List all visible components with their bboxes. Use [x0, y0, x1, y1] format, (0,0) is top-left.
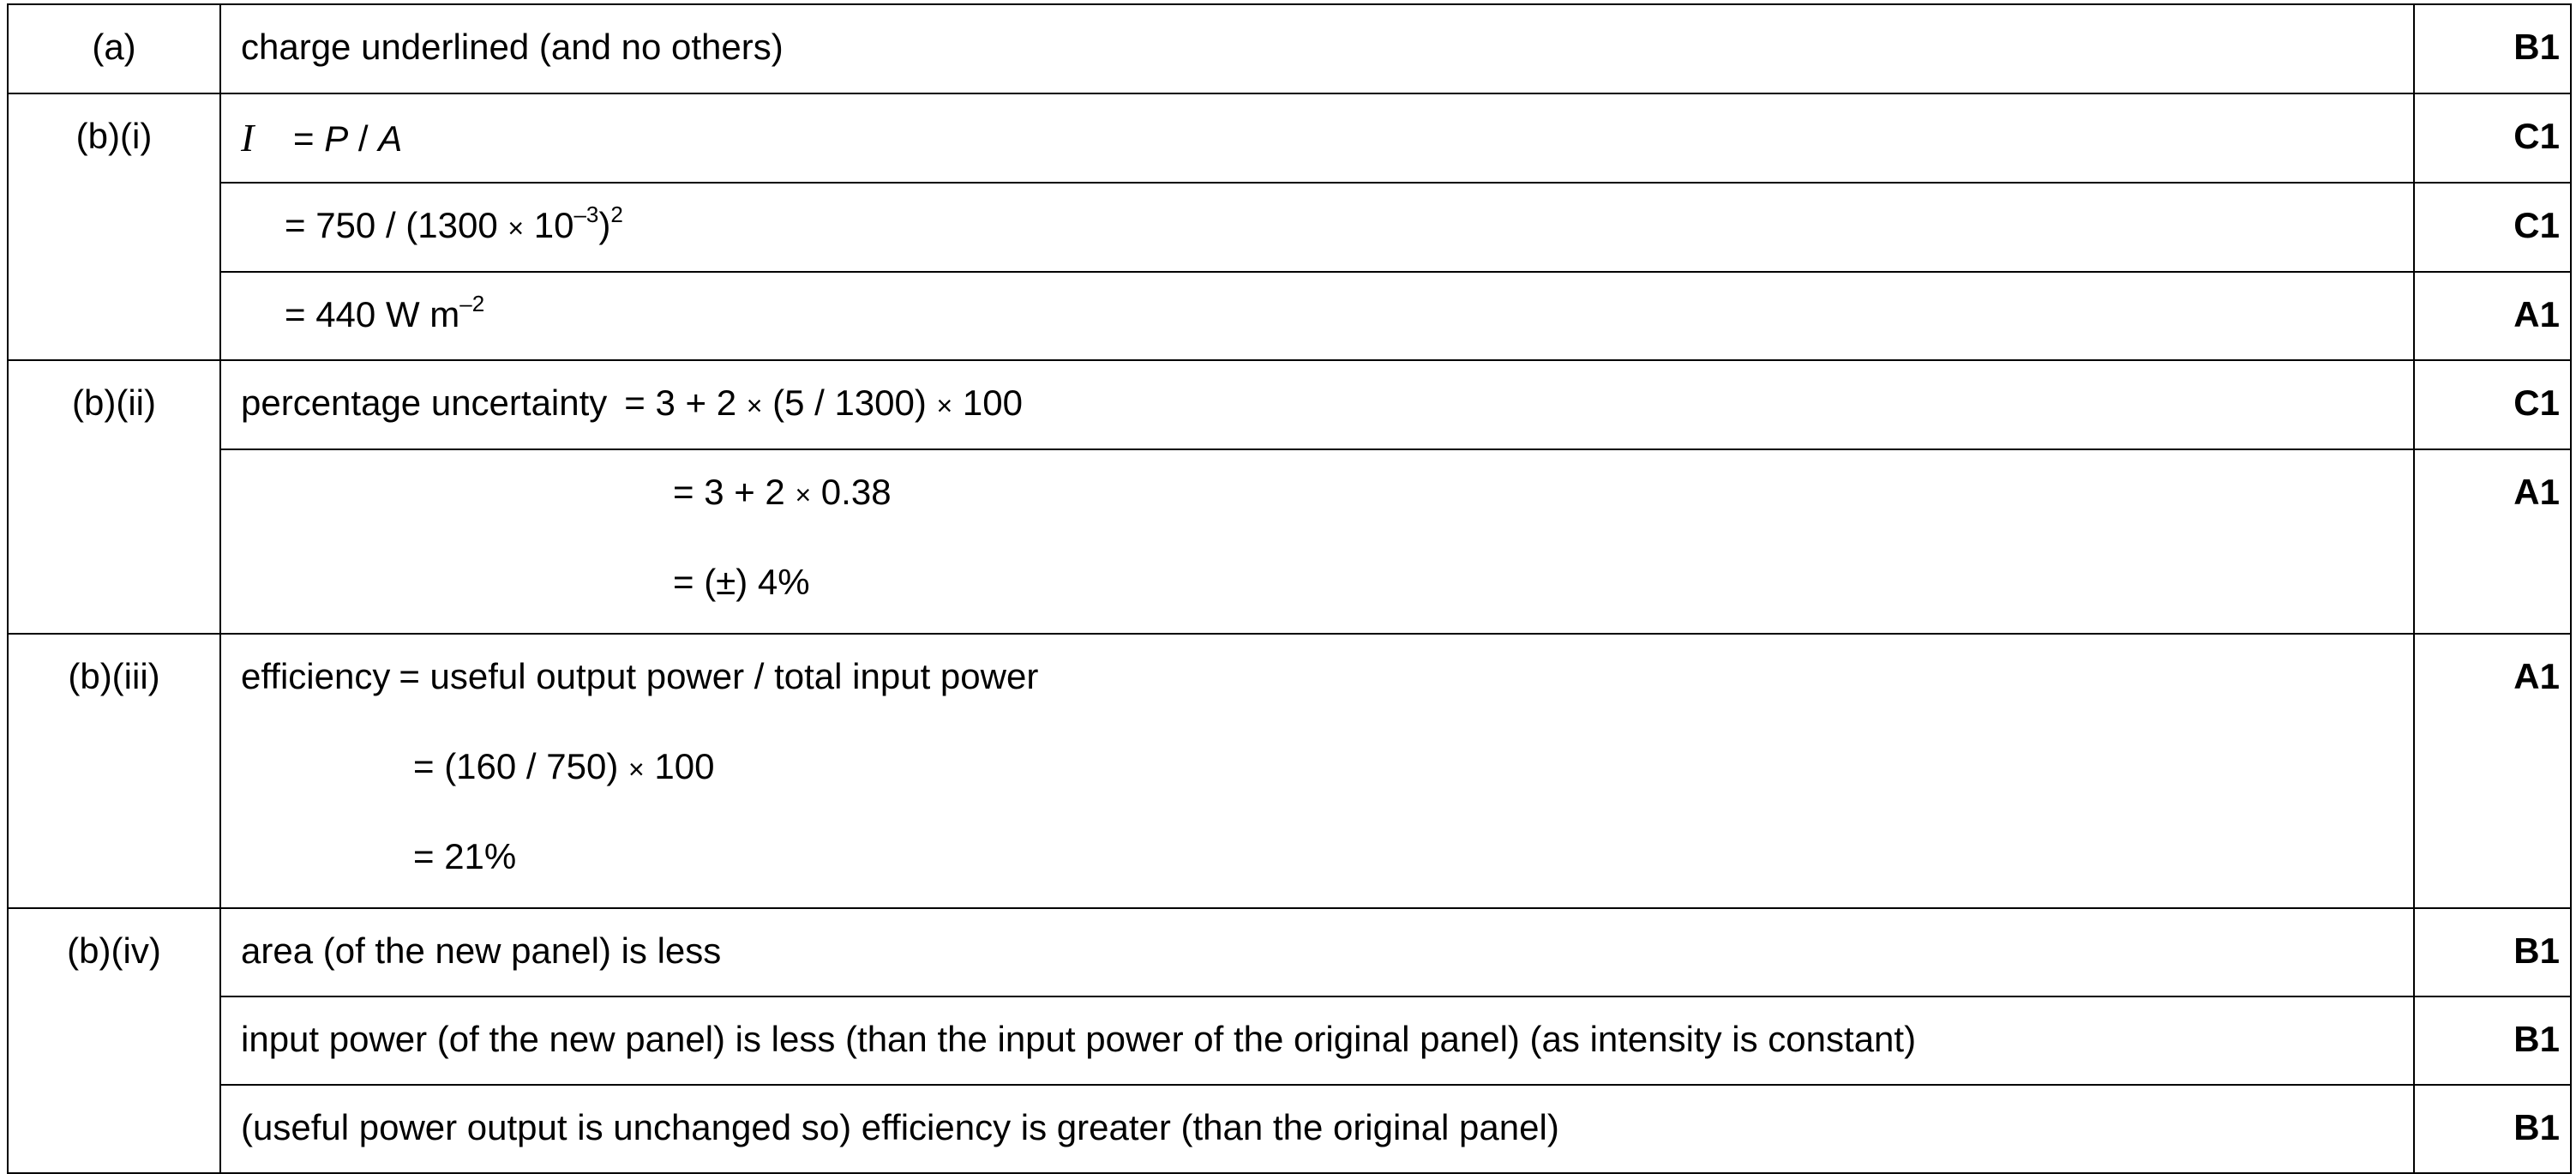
question-part-label: (b)(ii)	[8, 360, 220, 634]
row-b-iii	[8, 634, 2571, 908]
answer-text: input power (of the new panel) is less (than the input power of the original panel) (as intensity is constant)	[220, 996, 2414, 1085]
mark-code: A1	[2414, 449, 2571, 634]
row-b-ii-step2	[8, 449, 2571, 634]
times-sign: ×	[746, 390, 763, 421]
answer-text: = 3 + 2 × 0.38 = (±) 4%	[220, 449, 2414, 634]
symbol-power: P	[324, 118, 349, 159]
answer-text: = 440 W $m^{-2}$	[220, 272, 2414, 360]
question-part-label: (b)(i)	[8, 93, 220, 360]
equals-sign: =	[293, 118, 315, 159]
mark-code: B1	[2414, 908, 2571, 996]
question-part-label: (b)(iii)	[8, 634, 220, 908]
mark-code: C1	[2414, 360, 2571, 449]
exponent: 2	[610, 202, 623, 227]
question-part-label: (a)	[8, 4, 220, 93]
exponent: –2	[459, 291, 485, 316]
mark-scheme-table	[7, 3, 2572, 1174]
row-b-iv-step2	[8, 996, 2571, 1085]
row-a	[8, 4, 2571, 93]
symbol-area: A	[378, 118, 403, 159]
row-b-i-step3	[8, 272, 2571, 360]
times-sign: ×	[936, 390, 953, 421]
row-b-i-step1	[8, 93, 2571, 183]
answer-text: = $750 / (1300 \times 10^{-3})^2$	[220, 183, 2414, 272]
mark-code: A1	[2414, 634, 2571, 908]
mark-code: B1	[2414, 996, 2571, 1085]
answer-text	[220, 93, 2414, 183]
mark-code: B1	[2414, 4, 2571, 93]
mark-code: B1	[2414, 1085, 2571, 1173]
answer-text: (useful power output is unchanged so) efficiency is greater (than the original panel)	[220, 1085, 2414, 1173]
times-sign: ×	[507, 213, 525, 244]
row-b-ii-step1	[8, 360, 2571, 449]
exponent: –3	[573, 202, 599, 227]
times-sign: ×	[795, 479, 812, 510]
row-b-i-step2	[8, 183, 2571, 272]
mark-code: C1	[2414, 183, 2571, 272]
row-b-iv-step3	[8, 1085, 2571, 1173]
times-sign: ×	[628, 754, 645, 785]
mark-code: C1	[2414, 93, 2571, 183]
question-part-label: (b)(iv)	[8, 908, 220, 1173]
divide-slash: /	[357, 118, 369, 159]
row-b-iv-step1	[8, 908, 2571, 996]
answer-text: charge underlined (and no others)	[220, 4, 2414, 93]
answer-text: efficiency = useful output power / total input power = (160 / 750) × 100 = 21%	[220, 634, 2414, 908]
answer-text: area (of the new panel) is less	[220, 908, 2414, 996]
symbol-intensity: I	[241, 116, 255, 160]
mark-code: A1	[2414, 272, 2571, 360]
answer-text: percentage uncertainty = 3 + 2 × (5 / 1300) × 100	[220, 360, 2414, 449]
